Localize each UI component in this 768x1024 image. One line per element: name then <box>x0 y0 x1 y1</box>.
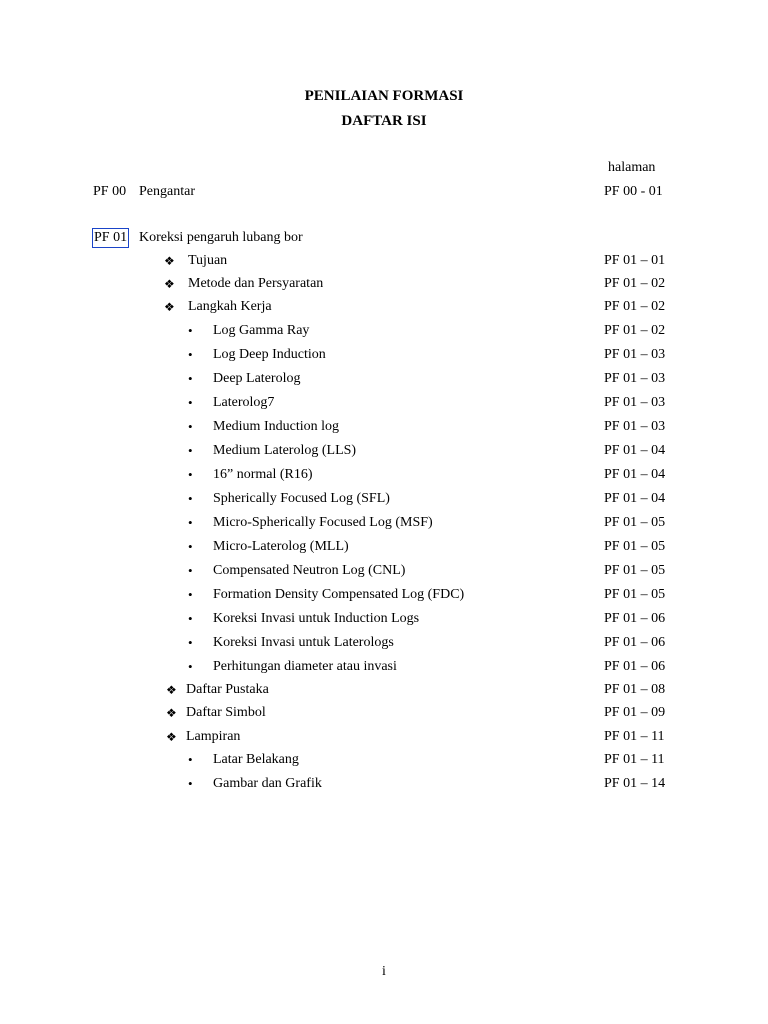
toc-entry-page: PF 01 – 03 <box>604 395 666 410</box>
toc-entry[interactable] <box>0 774 768 794</box>
toc-entry[interactable] <box>0 633 768 653</box>
toc-entry-page: PF 01 – 05 <box>604 539 666 554</box>
toc-entry-label: Daftar Pustaka <box>186 682 269 697</box>
diamond-bullet-icon: ❖ <box>166 706 177 720</box>
toc-entry[interactable] <box>0 393 768 413</box>
toc-entry[interactable] <box>0 489 768 509</box>
bullet-icon: • <box>188 776 193 791</box>
bullet-icon: • <box>188 395 193 410</box>
diamond-bullet-icon: ❖ <box>166 730 177 744</box>
toc-entry[interactable] <box>0 369 768 389</box>
toc-entry-page: PF 01 – 01 <box>604 253 666 268</box>
bullet-icon: • <box>188 323 193 338</box>
toc-entry[interactable] <box>0 345 768 365</box>
toc-entry-label: Deep Laterolog <box>213 371 301 386</box>
diamond-bullet-icon: ❖ <box>166 683 177 697</box>
toc-entry-page: PF 01 – 06 <box>604 635 666 650</box>
toc-entry-page: PF 01 – 04 <box>604 443 666 458</box>
toc-entry-label: Tujuan <box>188 253 228 268</box>
toc-entry-label: Perhitungan diameter atau invasi <box>213 659 397 674</box>
toc-entry-label: Koreksi Invasi untuk Induction Logs <box>213 611 420 626</box>
toc-entry-page: PF 00 - 01 <box>604 184 663 199</box>
bullet-icon: • <box>188 515 193 530</box>
toc-entry-label: Medium Laterolog (LLS) <box>213 443 357 458</box>
bullet-icon: • <box>188 371 193 386</box>
toc-entry-label: Laterolog7 <box>213 395 275 410</box>
toc-entry-label: Daftar Simbol <box>186 705 266 720</box>
bullet-icon: • <box>188 659 193 674</box>
toc-entry-label: Spherically Focused Log (SFL) <box>213 491 390 506</box>
bullet-icon: • <box>188 419 193 434</box>
toc-entry-page: PF 01 – 02 <box>604 323 666 338</box>
toc-entry[interactable] <box>0 274 768 294</box>
toc-entry-code: PF 01 <box>92 228 129 248</box>
toc-entry[interactable] <box>0 727 768 747</box>
toc-entry-page: PF 01 – 11 <box>604 752 665 767</box>
toc-entry-code: PF 00 <box>93 184 127 199</box>
toc-entry[interactable] <box>0 657 768 677</box>
bullet-icon: • <box>188 752 193 767</box>
toc-entry-page: PF 01 – 05 <box>604 515 666 530</box>
toc-entry-label: Micro-Spherically Focused Log (MSF) <box>213 515 433 530</box>
toc-entry[interactable] <box>0 585 768 605</box>
toc-entry-label: Koreksi Invasi untuk Laterologs <box>213 635 394 650</box>
page-column-label: halaman <box>608 160 656 175</box>
toc-entry-label: Latar Belakang <box>213 752 299 767</box>
toc-entry[interactable] <box>0 703 768 723</box>
toc-entry[interactable] <box>0 465 768 485</box>
toc-entry-page: PF 01 – 02 <box>604 276 666 291</box>
bullet-icon: • <box>188 491 193 506</box>
toc-entry-page: PF 01 – 06 <box>604 611 666 626</box>
toc-entry-page: PF 01 – 04 <box>604 491 666 506</box>
bullet-icon: • <box>188 347 193 362</box>
toc-entry-page: PF 01 – 08 <box>604 682 666 697</box>
toc-entry-label: Gambar dan Grafik <box>213 776 322 791</box>
toc-entry-page: PF 01 – 02 <box>604 299 666 314</box>
toc-entry[interactable] <box>0 228 768 248</box>
bullet-icon: • <box>188 611 193 626</box>
toc-entry-page: PF 01 – 14 <box>604 776 666 791</box>
toc-entry-label: Log Gamma Ray <box>213 323 310 338</box>
toc-entry-page: PF 01 – 06 <box>604 659 666 674</box>
toc-entry-label: Medium Induction log <box>213 419 339 434</box>
toc-entry[interactable] <box>0 441 768 461</box>
bullet-icon: • <box>188 443 193 458</box>
toc-entry[interactable] <box>0 251 768 271</box>
toc-entry-page: PF 01 – 09 <box>604 705 666 720</box>
toc-entry[interactable] <box>0 297 768 317</box>
toc-entry[interactable] <box>0 513 768 533</box>
toc-entry-page: PF 01 – 04 <box>604 467 666 482</box>
toc-entry-page: PF 01 – 03 <box>604 347 666 362</box>
toc-entry-page: PF 01 – 05 <box>604 563 666 578</box>
toc-entry-page: PF 01 – 11 <box>604 729 665 744</box>
toc-entry-label: Pengantar <box>139 184 195 199</box>
diamond-bullet-icon: ❖ <box>164 300 175 314</box>
toc-entry-label: Langkah Kerja <box>188 299 272 314</box>
bullet-icon: • <box>188 563 193 578</box>
toc-entry-page: PF 01 – 03 <box>604 419 666 434</box>
toc-entry[interactable] <box>0 321 768 341</box>
toc-entry-label: Log Deep Induction <box>213 347 326 362</box>
document-title: PENILAIAN FORMASI <box>304 88 464 104</box>
toc-entry[interactable] <box>0 182 768 202</box>
toc-entry[interactable] <box>0 417 768 437</box>
toc-entry[interactable] <box>0 680 768 700</box>
document-subtitle: DAFTAR ISI <box>341 113 427 129</box>
diamond-bullet-icon: ❖ <box>164 277 175 291</box>
bullet-icon: • <box>188 635 193 650</box>
toc-entry-label: Formation Density Compensated Log (FDC) <box>213 587 465 602</box>
toc-entry-label: Koreksi pengaruh lubang bor <box>139 230 303 245</box>
toc-entry-label: Lampiran <box>186 729 241 744</box>
diamond-bullet-icon: ❖ <box>164 254 175 268</box>
toc-entry-page: PF 01 – 03 <box>604 371 666 386</box>
toc-entry[interactable] <box>0 750 768 770</box>
bullet-icon: • <box>188 587 193 602</box>
toc-entry[interactable] <box>0 561 768 581</box>
toc-entry-label: Micro-Laterolog (MLL) <box>213 539 349 554</box>
bullet-icon: • <box>188 539 193 554</box>
footer-page-number: i <box>382 964 386 979</box>
toc-entry-label: Compensated Neutron Log (CNL) <box>213 563 406 578</box>
bullet-icon: • <box>188 467 193 482</box>
toc-entry-page: PF 01 – 05 <box>604 587 666 602</box>
toc-entry-label: Metode dan Persyaratan <box>188 276 324 291</box>
toc-entry-label: 16” normal (R16) <box>213 467 313 482</box>
toc-entry[interactable] <box>0 609 768 629</box>
toc-entry[interactable] <box>0 537 768 557</box>
